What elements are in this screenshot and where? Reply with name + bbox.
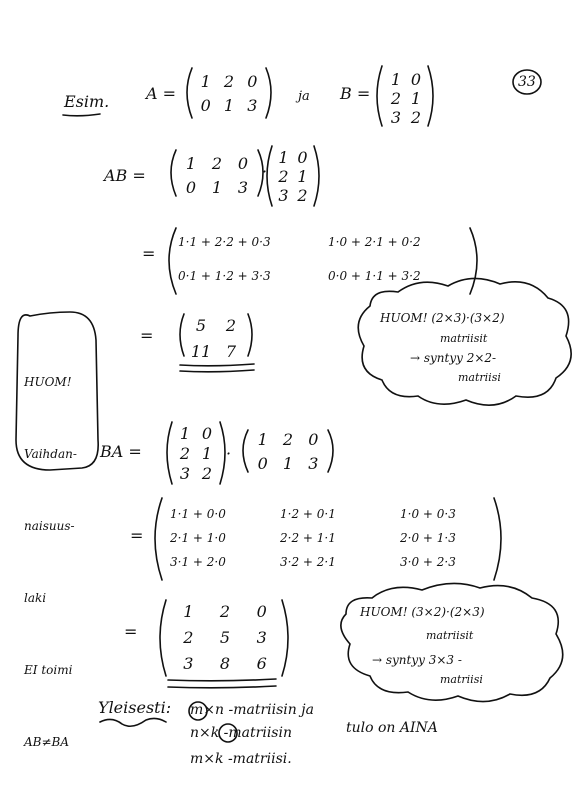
ab-right-matrix: 1 0 2 1 3 2	[278, 148, 308, 205]
cloud-2-line-4: matriisi	[440, 673, 483, 686]
general-tail: tulo on AINA	[346, 720, 438, 736]
cloud-2-line-3: → syntyy 3×3 -	[372, 653, 462, 667]
ba-equals-1: =	[130, 526, 144, 545]
ba-left-matrix: 1 0 2 1 3 2	[179, 424, 213, 483]
ab-left-matrix: 1 2 0 0 1 3	[185, 154, 249, 197]
example-label: Esim.	[64, 92, 110, 111]
esim-underline	[63, 114, 100, 116]
ja-word: ja	[298, 89, 310, 104]
ba-equals-2: =	[124, 622, 138, 641]
ba-dot: ·	[226, 444, 232, 463]
general-line-1: m×n -matriisin ja	[190, 702, 314, 718]
ab-expanded: 1·1 + 2·2 + 0·3 1·0 + 2·1 + 0·2 0·1 + 1·2 + 3·3 0·0 + 1·1 + 3·2	[178, 235, 421, 283]
matrix-a: 1 2 0 0 1 3	[200, 72, 258, 115]
general-line-3: m×k -matriisi.	[190, 751, 292, 767]
general-line-2: n×k -matriisin	[190, 725, 292, 741]
cloud-1-line-4: matriisi	[458, 371, 501, 384]
matrix-b-label: B =	[340, 84, 371, 103]
cloud-1-line-3: → syntyy 2×2-	[410, 351, 497, 365]
ba-label: BA =	[100, 442, 142, 461]
cloud-1-line-2: matriisit	[440, 332, 488, 345]
general-label: Yleisesti:	[98, 698, 172, 717]
cloud-1-line-1: HUOM! (2×3)·(3×2)	[380, 311, 505, 325]
cloud-2-line-1: HUOM! (3×2)·(2×3)	[360, 605, 485, 619]
cloud-2-line-2: matriisit	[426, 629, 474, 642]
ba-expanded: 1·1 + 0·0 1·2 + 0·1 1·0 + 0·3 2·1 + 1·0 2·2 + 1·1 2·0 + 1·3 3·1 + 2·0 3·2 + 2·1 3·0 + 2·3	[170, 507, 456, 569]
ab-result: 5 2 11 7	[190, 316, 237, 361]
ab-equals-2: =	[140, 326, 154, 345]
ba-result: 1 2 0 2 5 3 3 8 6	[183, 602, 267, 673]
matrix-b: 1 0 2 1 3 2	[390, 70, 422, 127]
ba-right-matrix: 1 2 0 0 1 3	[257, 430, 319, 473]
matrix-a-label: A =	[146, 84, 177, 103]
yleisesti-underline	[100, 718, 166, 726]
side-note: HUOM! Vaihdan- naisuus- laki EI toimi AB≠BA	[24, 375, 77, 749]
page-number: 33	[518, 74, 536, 90]
ab-equals-1: =	[142, 244, 156, 263]
ab-dot: ·	[262, 162, 268, 181]
ab-label: AB =	[104, 166, 146, 185]
